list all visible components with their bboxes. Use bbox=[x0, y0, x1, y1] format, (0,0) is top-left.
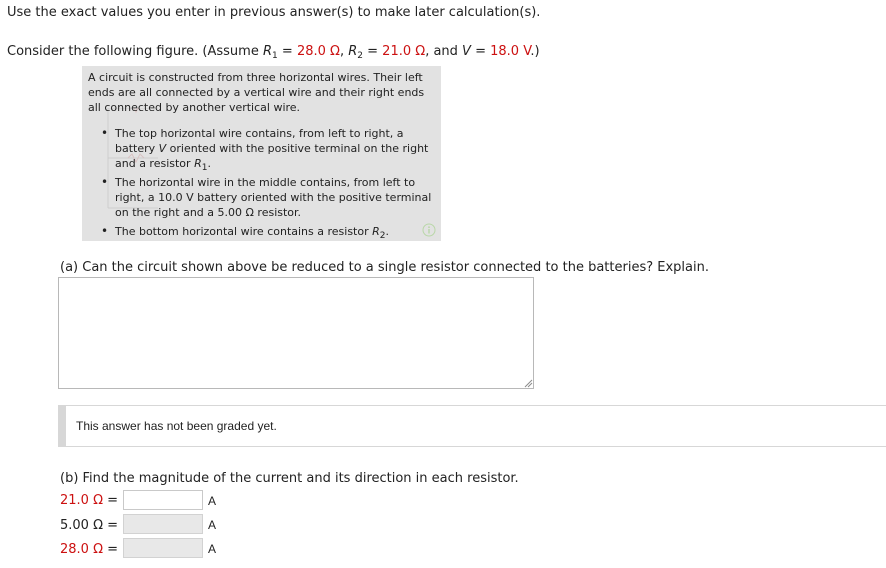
bullet3-text-a: The bottom horizontal wire contains a resistor bbox=[115, 225, 373, 238]
prompt-prefix: Consider the following figure. (Assume bbox=[7, 44, 263, 59]
row-label-5ohm bbox=[60, 518, 118, 533]
row-label-r1-value: 28.0 Ω bbox=[60, 542, 104, 557]
separator-1: , bbox=[339, 44, 349, 59]
description-bullet-middle-wire: • The horizontal wire in the middle contains, from left to right, a 10.0 V battery oriented with the positive terminal on the right and a 5.00 Ω resistor. bbox=[82, 175, 441, 220]
unit-label-r1: A bbox=[208, 542, 217, 556]
part-b-question: (b) Find the magnitude of the current and its direction in each resistor. bbox=[60, 471, 519, 486]
resize-grip-icon[interactable] bbox=[524, 379, 533, 388]
equals-2: = bbox=[363, 44, 383, 59]
row-label-5ohm-eq: = bbox=[103, 518, 119, 533]
bullet1-r-subscript: 1 bbox=[201, 163, 208, 173]
row-label-r2-eq: = bbox=[103, 493, 119, 508]
r2-symbol: R bbox=[348, 44, 358, 59]
row-label-r1-eq: = bbox=[103, 542, 119, 557]
grading-status-box bbox=[58, 405, 886, 447]
row-label-r1 bbox=[60, 542, 118, 557]
grading-status-text: This answer has not been graded yet. bbox=[76, 419, 277, 433]
bullet1-v-symbol: V bbox=[158, 142, 167, 155]
v-value: 18.0 V bbox=[490, 44, 531, 59]
problem-statement bbox=[7, 44, 540, 59]
equals-3: = bbox=[470, 44, 491, 59]
current-input-r1[interactable] bbox=[123, 538, 203, 558]
part-a-question: (a) Can the circuit shown above be reduced to a single resistor connected to the batteries? Explain. bbox=[60, 260, 709, 275]
r1-symbol: R bbox=[262, 44, 273, 59]
unit-label-r2: A bbox=[208, 494, 217, 508]
description-bullet-top-wire bbox=[82, 126, 441, 171]
separator-2: , and bbox=[425, 44, 463, 59]
bullet1-r-symbol: R bbox=[194, 157, 202, 170]
r2-value: 21.0 Ω bbox=[382, 44, 426, 59]
part-a-answer-textarea[interactable] bbox=[58, 277, 534, 389]
bullet3-r-symbol: R bbox=[372, 225, 380, 238]
row-label-r2-value: 21.0 Ω bbox=[60, 493, 104, 508]
row-label-5ohm-value: 5.00 Ω bbox=[60, 518, 104, 533]
prompt-suffix: .) bbox=[530, 44, 540, 59]
current-input-r2[interactable] bbox=[123, 490, 203, 510]
r2-subscript: 2 bbox=[357, 51, 363, 61]
circuit-description-box bbox=[82, 66, 441, 241]
equals-1: = bbox=[277, 44, 297, 59]
description-list bbox=[82, 126, 441, 243]
bullet1-text-b: oriented with the positive terminal on the right and a resistor bbox=[115, 142, 429, 170]
row-label-r2 bbox=[60, 493, 118, 508]
description-intro: A circuit is constructed from three horizontal wires. Their left ends are all connected by a vertical wire and their right ends all connected by another vertical wire. bbox=[88, 71, 425, 114]
unit-label-5ohm: A bbox=[208, 518, 217, 532]
description-bullet-bottom-wire bbox=[82, 224, 441, 239]
info-icon[interactable] bbox=[422, 223, 436, 237]
r1-value: 28.0 Ω bbox=[296, 44, 340, 59]
current-input-5ohm[interactable] bbox=[123, 514, 203, 534]
r1-subscript: 1 bbox=[272, 51, 278, 61]
bullet3-r-subscript: 2 bbox=[379, 231, 386, 241]
bullet1-end: . bbox=[207, 157, 211, 170]
v-symbol: V bbox=[462, 44, 471, 59]
bullet3-end: . bbox=[385, 225, 390, 238]
bullet1-text-a: The top horizontal wire contains, from left to right, a battery bbox=[115, 127, 404, 155]
instruction-text: Use the exact values you enter in previous answer(s) to make later calculation(s). bbox=[7, 5, 541, 20]
